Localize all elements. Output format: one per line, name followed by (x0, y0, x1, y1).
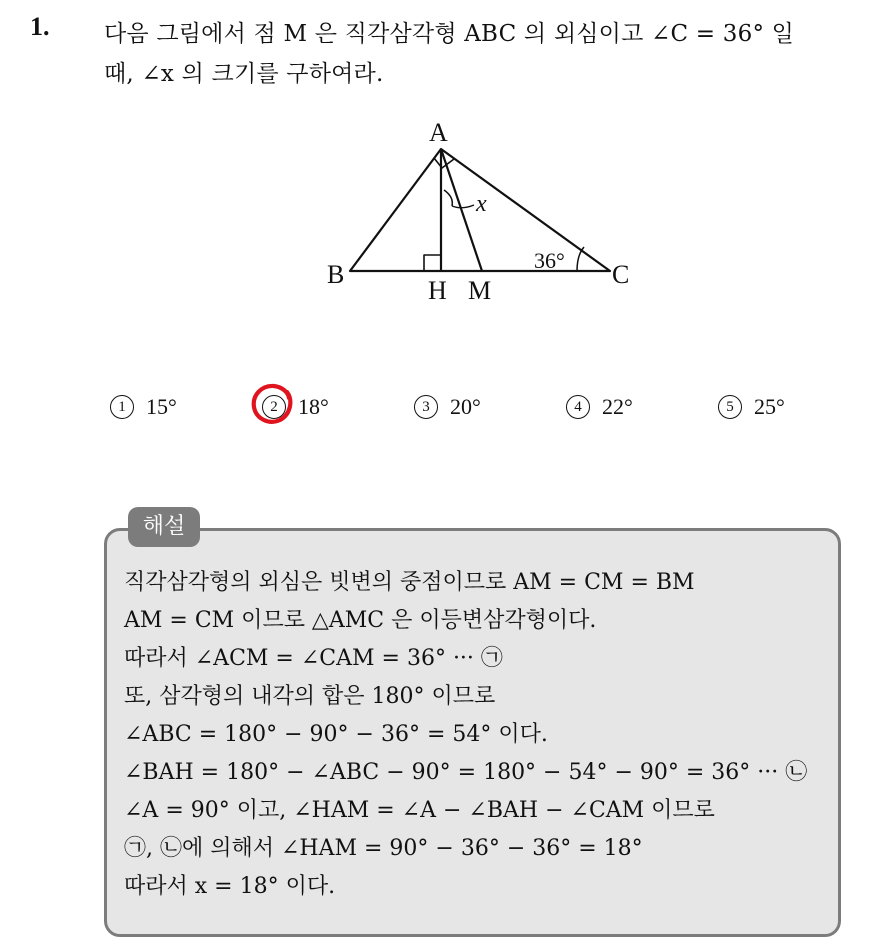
choice-3[interactable] (414, 394, 481, 420)
choice-value: 25° (754, 394, 785, 419)
choice-number: 4 (566, 395, 590, 419)
question-line-1: 다음 그림에서 점 M 은 직각삼각형 ABC 의 외심이고 ∠C = 36° 일 (104, 21, 795, 47)
answer-mark-circle-icon (249, 380, 295, 426)
right-angle-mark-h (424, 255, 441, 271)
answer-choices (0, 390, 884, 430)
choice-number: 3 (414, 395, 438, 419)
solution-line: 또, 삼각형의 내각의 합은 180° 이므로 (124, 684, 496, 709)
choice-number: 1 (110, 395, 134, 419)
solution-line: ∠ABC = 180° − 90° − 36° = 54° 이다. (124, 722, 548, 747)
label-c: C (612, 260, 630, 289)
solution-line: ∠BAH = 180° − ∠ABC − 90° = 180° − 54° − 90° = 36° ··· ㉡ (124, 760, 808, 785)
label-m: M (468, 276, 492, 305)
solution-line: ㉠, ㉡에 의해서 ∠HAM = 90° − 36° − 36° = 18° (124, 836, 643, 861)
solution-line: 직각삼각형의 외심은 빗변의 중점이므로 AM = CM = BM (124, 570, 695, 595)
solution-line: AM = CM 이므로 △AMC 은 이등변삼각형이다. (124, 608, 597, 633)
label-h: H (428, 276, 447, 305)
angle-arc-x (444, 190, 452, 206)
choice-value: 20° (450, 394, 481, 419)
label-b: B (327, 260, 345, 289)
label-a: A (429, 118, 448, 147)
solution-line: 따라서 ∠ACM = ∠CAM = 36° ··· ㉠ (124, 646, 503, 671)
choice-value: 18° (298, 394, 329, 419)
solution-line: ∠A = 90° 이고, ∠HAM = ∠A − ∠BAH − ∠CAM 이므로 (124, 798, 715, 823)
triangle-figure (0, 0, 884, 340)
choice-4[interactable] (566, 394, 633, 420)
solution-line: 따라서 x = 18° 이다. (124, 874, 336, 899)
choice-5[interactable] (718, 394, 785, 420)
choice-number: 5 (718, 395, 742, 419)
choice-number: 2 (262, 395, 286, 419)
choice-value: 22° (602, 394, 633, 419)
choice-1[interactable] (110, 394, 177, 420)
question-number: 1. (30, 12, 50, 41)
choice-value: 15° (146, 394, 177, 419)
question-line-2: 때, ∠x 의 크기를 구하여라. (104, 61, 384, 87)
label-angle-c: 36° (534, 248, 565, 273)
label-x: x (476, 191, 487, 217)
solution-tag: 해설 (128, 507, 200, 547)
solution-text (124, 564, 824, 906)
angle-x-pointer (452, 205, 474, 208)
